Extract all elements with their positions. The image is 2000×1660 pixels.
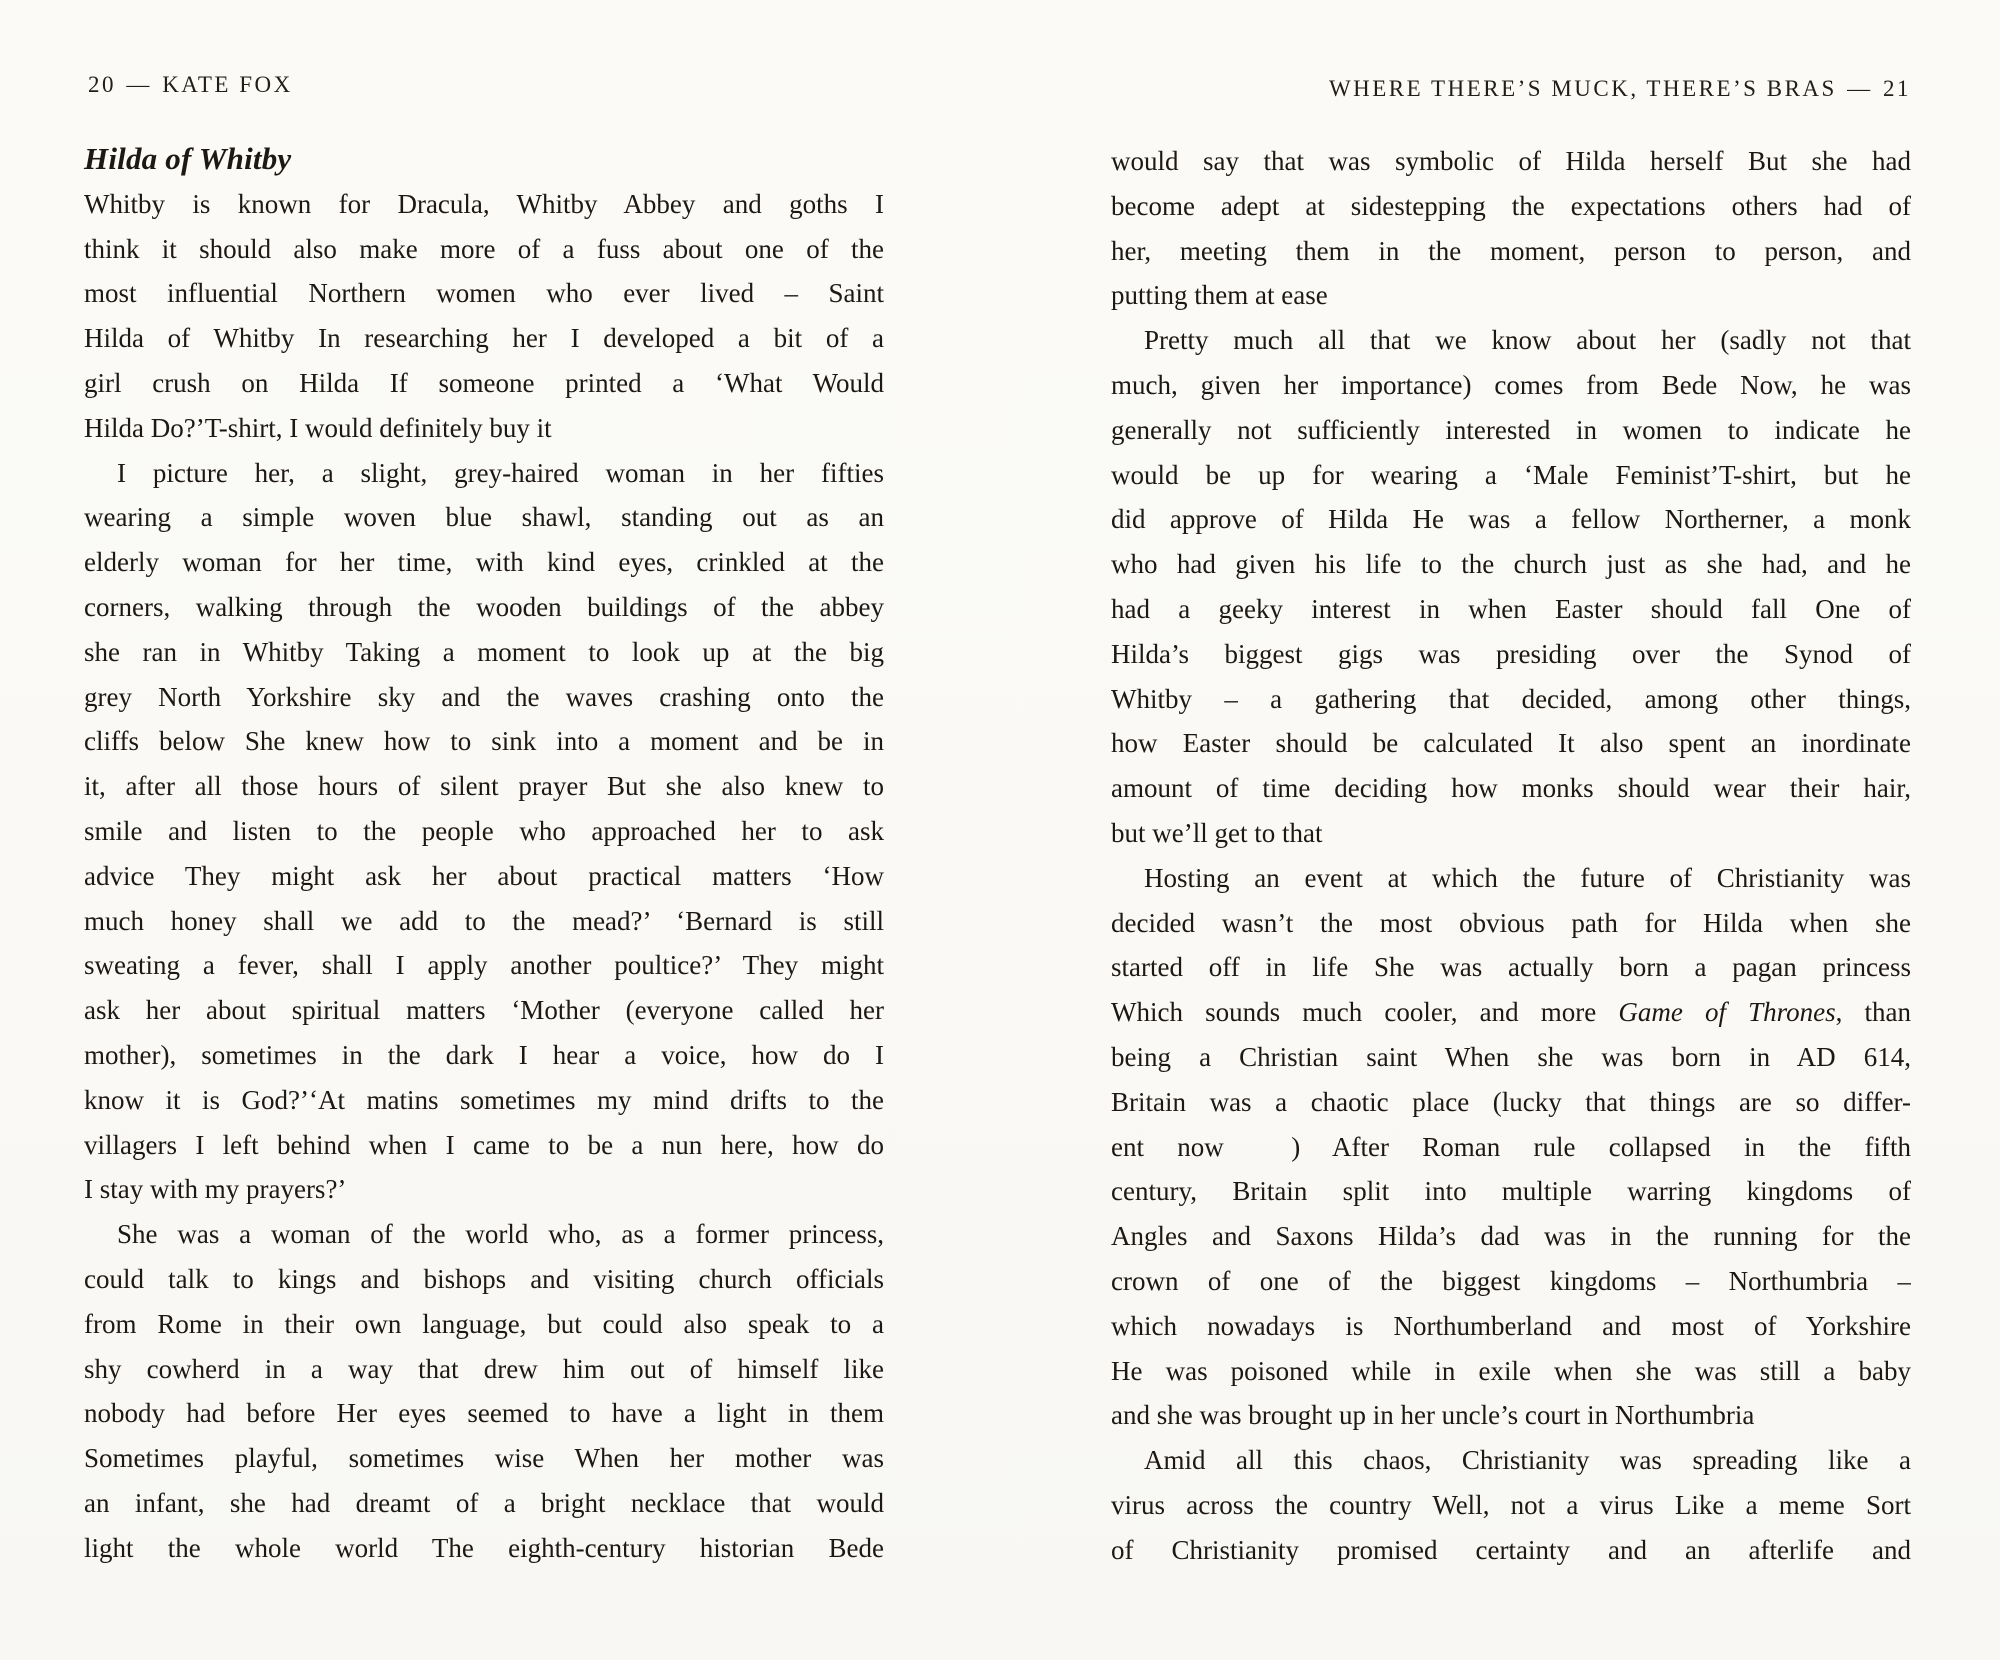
text-line — [1111, 497, 1911, 542]
text-line — [84, 764, 884, 809]
text-run: Hilda of Whitby In researching her I developed a bit of a — [84, 323, 884, 354]
text-line — [1111, 453, 1911, 498]
paragraph — [84, 182, 884, 451]
text-line — [84, 1347, 884, 1392]
text-run: generally not sufficiently interested in women to indicate he — [1111, 414, 1911, 445]
text-run: nobody had before Her eyes seemed to have a light in them — [84, 1398, 884, 1429]
paragraph — [1111, 856, 1911, 1438]
text-line — [1111, 856, 1911, 901]
text-run: which nowadays is Northumberland and most of Yorkshire — [1111, 1310, 1911, 1341]
text-run: much honey shall we add to the mead?’ ‘Bernard is still — [84, 905, 884, 936]
text-run: elderly woman for her time, with kind eyes, crinkled at the — [84, 547, 884, 578]
text-line — [1111, 721, 1911, 766]
left-page-text-column — [84, 137, 884, 1571]
text-run: girl crush on Hilda If someone printed a ‘What Would — [84, 367, 884, 398]
text-line — [84, 809, 884, 854]
text-line — [84, 1526, 884, 1571]
text-run: mother), sometimes in the dark I hear a voice, how do I — [84, 1039, 884, 1070]
text-run: light the whole world The eighth-century historian Bede — [84, 1532, 884, 1563]
text-run: Sometimes playful, sometimes wise When her mother was — [84, 1443, 884, 1474]
text-line — [1111, 1035, 1911, 1080]
right-page-number: 21 — [1883, 76, 1911, 101]
text-run: ent now ) After Roman rule collapsed in the fifth — [1111, 1131, 1911, 1162]
text-line — [1111, 1214, 1911, 1259]
text-line — [84, 406, 884, 451]
text-run: Pretty much all that we know about her (sadly not that — [1144, 325, 1911, 356]
text-line — [84, 316, 884, 361]
text-run: Amid all this chaos, Christianity was spreading like a — [1144, 1445, 1911, 1476]
text-run: , than — [1835, 997, 1911, 1028]
text-line — [1111, 766, 1911, 811]
section-heading: Hilda of Whitby — [84, 141, 292, 176]
text-run: Whitby is known for Dracula, Whitby Abbey and goths I — [84, 188, 884, 219]
text-run: smile and listen to the people who approached her to ask — [84, 815, 884, 846]
text-line — [1111, 1349, 1911, 1394]
text-run: could talk to kings and bishops and visiting church officials — [84, 1263, 884, 1294]
text-line — [1111, 990, 1911, 1035]
text-run: of Christianity promised certainty and an afterlife and — [1111, 1534, 1911, 1565]
text-line — [1111, 542, 1911, 587]
text-line — [1111, 318, 1911, 363]
text-run: She was a woman of the world who, as a former princess, — [117, 1219, 884, 1250]
chapter-title: WHERE THERE’S MUCK, THERE’S BRAS — [1328, 76, 1837, 101]
text-run: Hilda’s biggest gigs was presiding over the Synod of — [1111, 638, 1911, 669]
header-dash: — — [1847, 76, 1873, 101]
text-run: an infant, she had dreamt of a bright necklace that would — [84, 1487, 884, 1518]
text-run: know it is God?’‘At matins sometimes my mind drifts to the — [84, 1084, 884, 1115]
text-run: advice They might ask her about practical matters ‘How — [84, 860, 884, 891]
text-line — [84, 1302, 884, 1347]
left-page-number: 20 — [88, 72, 116, 97]
right-page-body — [1111, 139, 1911, 1573]
text-line — [84, 899, 884, 944]
text-line — [1111, 1438, 1911, 1483]
text-run: would be up for wearing a ‘Male Feminist’T-shirt, but he — [1111, 459, 1911, 490]
text-line — [84, 854, 884, 899]
text-run: putting them at ease — [1111, 280, 1328, 311]
left-running-head — [88, 72, 293, 98]
text-run: wearing a simple woven blue shawl, standing out as an — [84, 502, 884, 533]
text-line — [1111, 1080, 1911, 1125]
text-run: cliffs below She knew how to sink into a moment and be in — [84, 726, 884, 757]
text-run: I picture her, a slight, grey-haired woman in her fifties — [117, 457, 884, 488]
text-run: Angles and Saxons Hilda’s dad was in the running for the — [1111, 1221, 1911, 1252]
text-line — [84, 182, 884, 227]
text-line — [1111, 363, 1911, 408]
text-line — [84, 361, 884, 406]
text-line — [84, 1257, 884, 1302]
text-run: think it should also make more of a fuss about one of the — [84, 233, 884, 264]
text-line — [1111, 1125, 1911, 1170]
text-run: Which sounds much cooler, and more — [1111, 997, 1619, 1028]
text-line — [84, 719, 884, 764]
text-run: but we’ll get to that — [1111, 817, 1323, 848]
left-page-body — [84, 182, 884, 1571]
text-line — [84, 1123, 884, 1168]
right-page-text-column — [1111, 139, 1911, 1573]
text-line — [1111, 677, 1911, 722]
text-line — [1111, 408, 1911, 453]
text-run: decided wasn’t the most obvious path for Hilda when she — [1111, 907, 1911, 938]
text-run: Hosting an event at which the future of Christianity was — [1144, 862, 1911, 893]
text-run: much, given her importance) comes from Bede Now, he was — [1111, 369, 1911, 400]
text-line — [84, 585, 884, 630]
text-run: how Easter should be calculated It also spent an inordinate — [1111, 728, 1911, 759]
text-line — [84, 1212, 884, 1257]
text-line — [84, 630, 884, 675]
text-run: who had given his life to the church just as she had, and he — [1111, 549, 1911, 580]
text-line — [84, 943, 884, 988]
text-line — [1111, 184, 1911, 229]
paragraph — [1111, 1438, 1911, 1572]
text-run: she ran in Whitby Taking a moment to look up at the big — [84, 636, 884, 667]
text-line — [1111, 1304, 1911, 1349]
header-dash: — — [126, 72, 152, 97]
text-run: Britain was a chaotic place (lucky that things are so differ- — [1111, 1086, 1911, 1117]
text-line — [84, 988, 884, 1033]
text-line — [1111, 1259, 1911, 1304]
text-run: villagers I left behind when I came to be a nun here, how do — [84, 1129, 884, 1160]
text-run: did approve of Hilda He was a fellow Northerner, a monk — [1111, 504, 1911, 535]
text-line — [84, 451, 884, 496]
text-run: Whitby – a gathering that decided, among other things, — [1111, 683, 1911, 714]
text-run: He was poisoned while in exile when she was still a baby — [1111, 1355, 1911, 1386]
text-run: would say that was symbolic of Hilda herself But she had — [1111, 146, 1911, 176]
text-line — [84, 227, 884, 272]
author-name: KATE FOX — [162, 72, 293, 97]
text-line — [84, 495, 884, 540]
text-run: Hilda Do?’T-shirt, I would definitely buy it — [84, 412, 552, 443]
text-run: and she was brought up in her uncle’s court in Northumbria — [1111, 1400, 1755, 1431]
text-line — [84, 1167, 884, 1212]
text-run: sweating a fever, shall I apply another poultice?’ They might — [84, 950, 884, 981]
text-run: I stay with my prayers?’ — [84, 1174, 347, 1205]
text-line — [84, 675, 884, 720]
text-run: being a Christian saint When she was born in AD 614, — [1111, 1041, 1911, 1072]
text-line — [1111, 1528, 1911, 1573]
text-run: corners, walking through the wooden buildings of the abbey — [84, 591, 884, 622]
text-line — [84, 1033, 884, 1078]
text-run: had a geeky interest in when Easter should fall One of — [1111, 593, 1911, 624]
paragraph — [1111, 318, 1911, 856]
text-line — [1111, 1483, 1911, 1528]
right-running-head — [1111, 76, 1911, 102]
text-line — [1111, 273, 1911, 318]
text-run: from Rome in their own language, but could also speak to a — [84, 1308, 884, 1339]
text-line — [84, 1481, 884, 1526]
paragraph — [84, 451, 884, 1213]
text-line — [1111, 229, 1911, 274]
text-run: it, after all those hours of silent prayer But she also knew to — [84, 771, 884, 802]
text-line — [1111, 587, 1911, 632]
text-line — [84, 1391, 884, 1436]
text-line — [1111, 1393, 1911, 1438]
text-run: grey North Yorkshire sky and the waves crashing onto the — [84, 681, 884, 712]
text-line — [1111, 945, 1911, 990]
text-run: started off in life She was actually born a pagan princess — [1111, 952, 1911, 983]
text-line — [84, 271, 884, 316]
text-line — [84, 1436, 884, 1481]
text-line — [1111, 1169, 1911, 1214]
text-run: virus across the country Well, not a virus Like a meme Sort — [1111, 1489, 1911, 1520]
italic-book-title: Game of Thrones — [1618, 997, 1836, 1028]
text-line — [84, 540, 884, 585]
text-run: shy cowherd in a way that drew him out of himself like — [84, 1353, 884, 1384]
text-run: become adept at sidestepping the expectations others had of — [1111, 190, 1911, 221]
text-line — [1111, 139, 1911, 184]
text-line — [1111, 632, 1911, 677]
text-line — [1111, 901, 1911, 946]
paragraph — [1111, 139, 1911, 318]
paragraph — [84, 1212, 884, 1570]
text-line — [1111, 811, 1911, 856]
text-run: most influential Northern women who ever lived – Saint — [84, 278, 884, 309]
text-run: amount of time deciding how monks should wear their hair, — [1111, 773, 1911, 804]
text-line — [84, 1078, 884, 1123]
text-run: ask her about spiritual matters ‘Mother (everyone called her — [84, 995, 884, 1026]
text-run: crown of one of the biggest kingdoms – Northumbria – — [1111, 1265, 1911, 1296]
text-run: her, meeting them in the moment, person to person, and — [1111, 235, 1911, 266]
text-run: century, Britain split into multiple warring kingdoms of — [1111, 1176, 1911, 1207]
